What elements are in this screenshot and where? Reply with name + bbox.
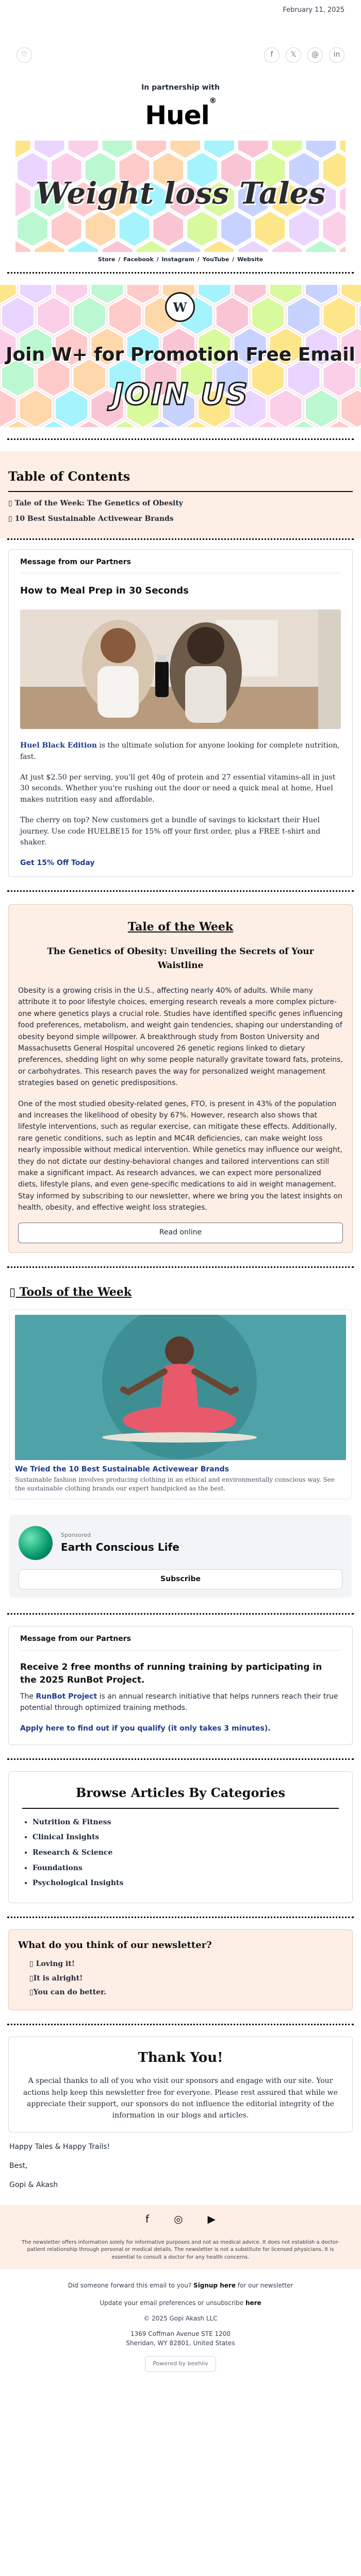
discount-cta-link[interactable]: Get 15% Off Today [20, 858, 95, 867]
divider [7, 1613, 354, 1615]
youtube-icon[interactable]: ▶ [207, 2213, 216, 2226]
categories-card [8, 1771, 353, 1903]
footer [0, 2281, 361, 2372]
poll-option-label: You can do better. [33, 1988, 107, 1997]
tale-of-the-week [8, 904, 353, 1253]
footer-social [0, 2205, 361, 2234]
share-icons [264, 47, 344, 63]
runbot-paragraph [20, 1691, 341, 1714]
tools-heading-text: Tools of the Week [19, 1285, 132, 1299]
signup-link[interactable]: Signup here [193, 2282, 236, 2290]
disclaimer: The newsletter offers information solely for informative purposes and not as medical advice. It does not establish a doctor-patient relationship through personal or medical details. The newsletter is not a substitute for licensed physicians. It is essential to consult a doctor for any health concerns. [0, 2234, 361, 2270]
feedback-poll [8, 1929, 353, 2010]
copyright: © 2025 Gopi Akash LLC [143, 2315, 218, 2323]
signoff-line: Best, [9, 2161, 28, 2170]
poll-option-label: It is alright! [33, 1974, 83, 1982]
divider [7, 1758, 354, 1760]
tools-heading: ▯ Tools of the Week [9, 1285, 132, 1299]
join-promo-banner[interactable] [0, 285, 361, 427]
tools-subtitle: Sustainable fashion involves producing clothing in an ethical and environmentally conscious way. See the sustainable clothing brands our expert handpicked as the best. [15, 1476, 335, 1493]
hex-tile [216, 297, 249, 335]
paragraph-text: is the ultimate solution for anyone looking for complete nutrition, fast. [20, 741, 340, 761]
toc-item-label: Tale of the Week: The Genetics of Obesity [14, 499, 183, 508]
runbot-card [8, 1626, 353, 1745]
partner-label: In partnership with [141, 83, 220, 92]
tale-title: The Genetics of Obesity: Unveiling the Secrets of Your Waistline [47, 946, 314, 971]
category-link[interactable]: • Foundations [32, 1863, 339, 1874]
category-link[interactable]: • Psychological Insights [32, 1878, 339, 1889]
divider [7, 890, 354, 892]
meal-prep-photo[interactable] [20, 609, 341, 729]
unsubscribe-link[interactable]: here [245, 2299, 261, 2307]
toc-item-label: 10 Best Sustainable Activewear Brands [14, 515, 174, 523]
footer-text: Did someone forward this email to you? [68, 2282, 194, 2290]
link-store[interactable]: Store [97, 256, 116, 263]
category-link[interactable]: • Research & Science [32, 1848, 339, 1859]
divider [7, 272, 354, 274]
partner-label: Message from our Partners [20, 1635, 131, 1643]
footer-text: for our newsletter [235, 2282, 293, 2290]
sponsor-header [19, 1526, 342, 1560]
card-paragraph: At just $2.50 per serving, you'll get 40g of protein and 27 essential vitamins-all in just 30 seconds. Whether you're rushing out the door or need a quick meal at home, Huel makes nutrition easy and affordable. [20, 773, 336, 804]
hex-tile [108, 297, 141, 335]
facebook-icon[interactable]: f [264, 47, 280, 63]
sponsor-name: Earth Conscious Life [61, 1540, 179, 1553]
partner-label: Message from our Partners [20, 557, 131, 566]
signoff-line: Happy Tales & Happy Trails! [9, 2142, 110, 2151]
link-facebook[interactable]: Facebook [123, 256, 154, 263]
tale-paragraph: Obesity is a growing crisis in the U.S., affecting nearly 40% of adults. While many attribute it to poor lifestyle choices, emerging research reveals a more complex picture-one where genetics plays a crucial role. Studies have identified specific genes influencing food preferences, metabolism, and weight gain tendencies, shaping our understanding of obesity beyond simple willpower. A breakthrough study from Boston University and Massachusetts General Hospital uncovered 26 genetic regions linked to dietary preferences, shedding light on why some people naturally gravitate toward fats, proteins, or carbohydrates. This research paves the way for personalized weight management strategies based on genetic predispositions. [18, 987, 343, 1088]
link-website[interactable]: Website [237, 256, 264, 263]
threads-icon[interactable]: @ [307, 47, 323, 63]
table-of-contents [0, 451, 361, 538]
signoff [0, 2142, 361, 2191]
signoff-line: Gopi & Akash [9, 2180, 58, 2189]
hex-tile [2, 297, 35, 335]
huel-brand: Huel [145, 100, 209, 130]
facebook-icon[interactable]: f [145, 2213, 150, 2226]
separator [20, 1650, 341, 1651]
hex-tile [323, 297, 356, 335]
runbot-apply-link[interactable]: Apply here to find out if you qualify (it only takes 3 minutes). [20, 1724, 271, 1733]
divider [7, 1917, 354, 1918]
paragraph-text: is an annual research initiative that helps runners reach their true potential through optimized training methods. [20, 1692, 338, 1713]
poll-option[interactable]: ▯You can do better. [29, 1988, 107, 1997]
address-line: Sheridan, WY 82801, United States [126, 2340, 235, 2347]
category-link[interactable]: • Nutrition & Fitness [32, 1817, 339, 1828]
promo-title: Join W+ for Promotion Free Email [6, 344, 355, 366]
thanks-title: Thank You! [138, 2050, 223, 2065]
earth-logo-icon [19, 1526, 53, 1560]
hex-tile [73, 297, 106, 335]
link-instagram[interactable]: Instagram [161, 256, 194, 263]
huel-logo[interactable]: Huel® [145, 96, 216, 130]
paragraph-text: The [20, 1692, 36, 1701]
w-plus-badge: W [165, 292, 195, 322]
divider [7, 538, 354, 540]
social-row [0, 21, 361, 75]
heart-icon[interactable]: ♡ [17, 47, 32, 63]
weight-loss-tales-banner[interactable] [15, 141, 346, 252]
yoga-illustration [15, 1315, 344, 1460]
yoga-photo[interactable] [15, 1315, 346, 1460]
tools-card[interactable] [9, 1309, 352, 1499]
poll-title: What do you think of our newsletter? [18, 1940, 212, 1951]
toc-title: Table of Contents [8, 467, 353, 492]
runbot-title: Receive 2 free months of running training by participating in the 2025 RunBot Project. [20, 1662, 322, 1685]
read-online-button[interactable]: Read online [18, 1223, 343, 1243]
toc-item[interactable]: ▯ Tale of the Week: The Genetics of Obesity [8, 499, 183, 508]
thank-you-card [8, 2037, 353, 2132]
tale-heading: Tale of the Week [127, 920, 234, 934]
address-line: 1369 Coffman Avenue STE 1200 [130, 2330, 231, 2338]
divider [7, 1266, 354, 1268]
hex-tile [37, 297, 70, 335]
top-bar [0, 0, 361, 21]
banner-title: Weight loss Tales [35, 176, 326, 211]
card-paragraph [20, 740, 341, 762]
issue-date: February 11, 2025 [283, 6, 344, 14]
divider [7, 438, 354, 440]
thanks-body: A special thanks to all of you who visit our sponsors and engage with our site. Your actions help keep this newsletter free for everyone. Please rest assured that while we appreciate their support, our sponsors do not influence the editorial integrity of the information in our blogs and articles. [23, 2077, 338, 2120]
footer-text: Update your email preferences or unsubscribe [100, 2299, 245, 2307]
toc-item[interactable]: ▯ 10 Best Sustainable Activewear Brands [8, 515, 174, 523]
linkedin-icon[interactable]: in [329, 47, 344, 63]
banner-links: Store / Facebook / Instagram / YouTube / Website [97, 256, 264, 263]
forward-line [0, 2281, 361, 2290]
sponsored-label: Sponsored [61, 1531, 91, 1538]
card-paragraph: The cherry on top? New customers get a bundle of savings to kickstart their Huel journey. Use code HUELBE15 for 15% off your first order, plus a FREE t-shirt and shaker. [20, 816, 321, 847]
couple-illustration [20, 609, 318, 729]
poll-option-label: Loving it! [36, 1959, 75, 1968]
hex-tile [287, 297, 320, 335]
runbot-name-link[interactable]: RunBot Project [36, 1692, 97, 1701]
sponsored-card [9, 1515, 352, 1598]
link-youtube[interactable]: YouTube [202, 256, 229, 263]
card-title: How to Meal Prep in 30 Seconds [20, 585, 189, 597]
category-link[interactable]: • Clinical Insights [32, 1832, 339, 1843]
x-icon[interactable]: 𝕏 [286, 47, 301, 63]
product-name[interactable]: Huel Black Edition [20, 741, 97, 750]
powered-by-badge[interactable]: Powered by beehiiv [145, 2356, 216, 2372]
divider [7, 2024, 354, 2025]
tale-paragraph: One of the most studied obesity-related genes, FTO, is present in 43% of the population and increases the likelihood of obesity by 67%. However, research also shows that lifestyle interventions, such as regular exercise, can mitigate these effects. Additionally, rare genetic conditions, such as leptin and MC4R deficiencies, can make weight loss nearly impossible without medical intervention. While genetics may influence our weight, they do not dictate our destiny-behavioral changes and tailored interventions can still make a significant impact. As research advances, we can expect more personalized diets, lifestyle plans, and even gene-specific medications to aid in weight management. Stay informed by subscribing to our newsletter, where we bring you the latest insights on health, obesity, and effective weight loss strategies. [18, 1099, 342, 1212]
join-us-button[interactable]: JOIN US [112, 377, 249, 412]
subscribe-button[interactable]: Subscribe [19, 1569, 342, 1590]
hex-tile [252, 297, 285, 335]
categories-title: Browse Articles By Categories [22, 1783, 339, 1808]
instagram-icon[interactable]: ◎ [174, 2213, 183, 2226]
poll-option[interactable]: ▯It is alright! [29, 1974, 83, 1982]
partner-message-card [8, 549, 353, 877]
update-line [0, 2298, 361, 2308]
poll-option[interactable]: ▯ Loving it! [29, 1959, 75, 1968]
tools-title-link[interactable]: We Tried the 10 Best Sustainable Activewear Brands [15, 1465, 229, 1474]
